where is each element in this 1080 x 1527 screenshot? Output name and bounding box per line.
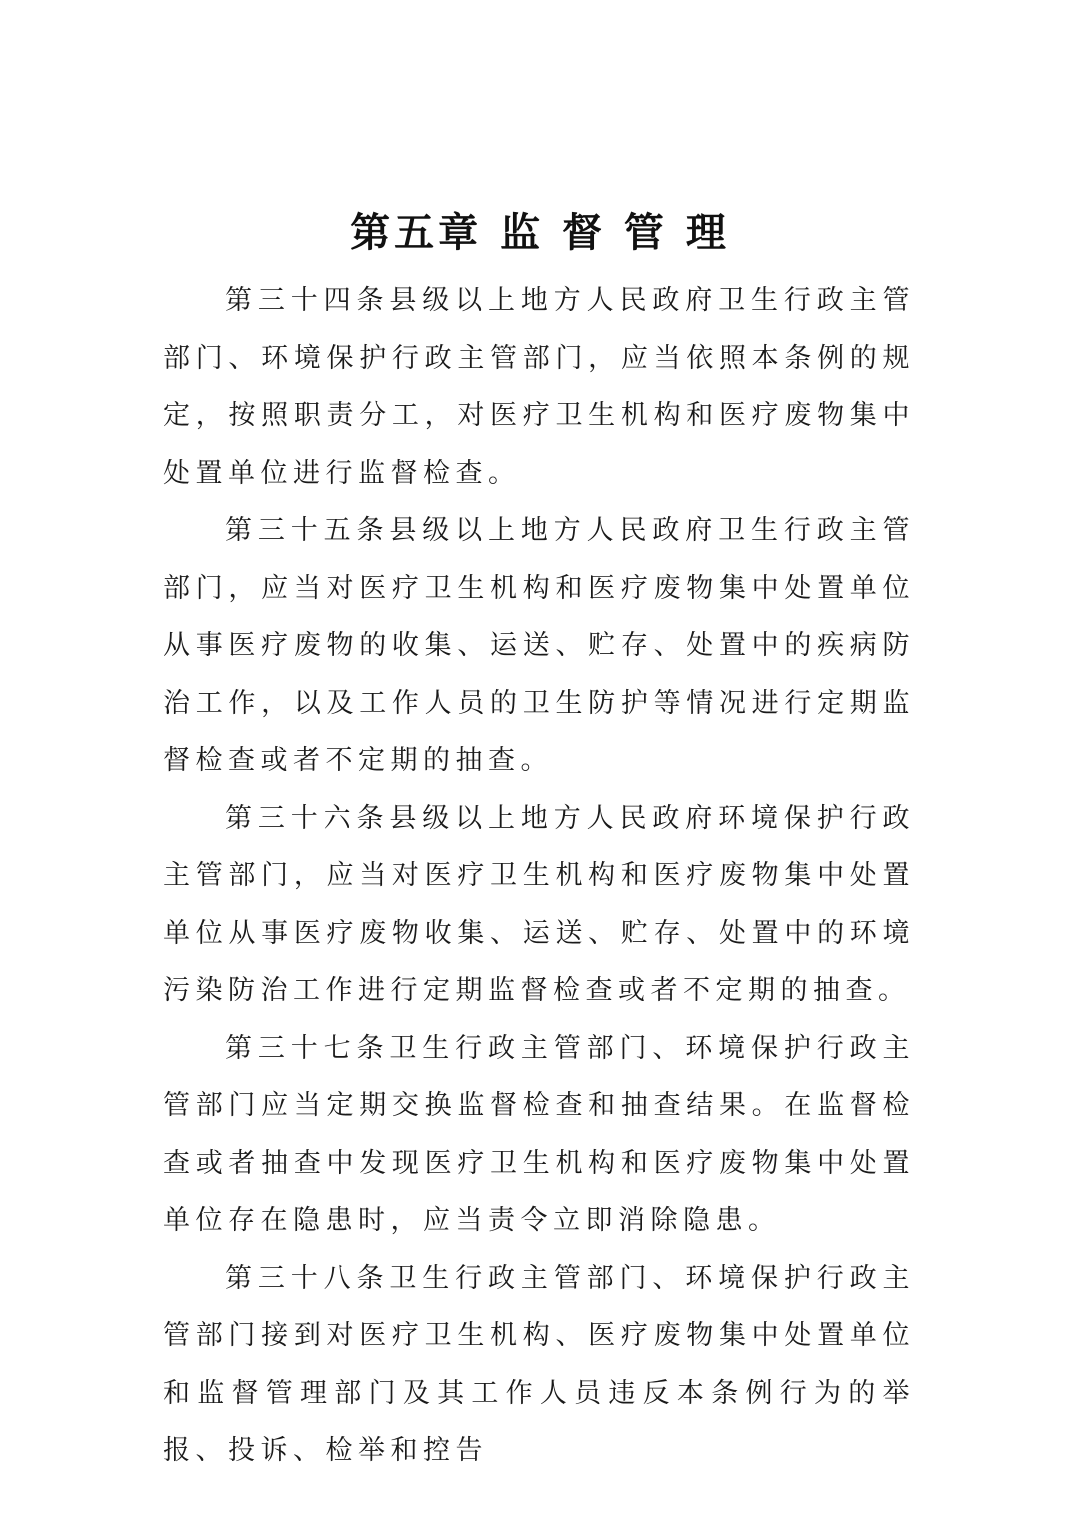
- article-38: 第三十八条卫生行政主管部门、环境保护行政主管部门接到对医疗卫生机构、医疗废物集中处置单位和监督管理部门及其工作人员违反本条例行为的举报、投诉、检举和控告: [163, 1262, 915, 1466]
- article-36: 第三十六条县级以上地方人民政府环境保护行政主管部门，应当对医疗卫生机构和医疗废物集中处置单位从事医疗废物收集、运送、贮存、处置中的环境污染防治工作进行定期监督检查或者不定期的抽查。: [163, 802, 915, 1006]
- article-34: 第三十四条县级以上地方人民政府卫生行政主管部门、环境保护行政主管部门，应当依照本条例的规定，按照职责分工，对医疗卫生机构和医疗废物集中处置单位进行监督检查。: [163, 285, 915, 489]
- chapter-title: 第五章 监 督 管 理: [350, 210, 730, 256]
- article-list: [163, 272, 915, 1480]
- article-35: 第三十五条县级以上地方人民政府卫生行政主管部门，应当对医疗卫生机构和医疗废物集中处置单位从事医疗废物的收集、运送、贮存、处置中的疾病防治工作，以及工作人员的卫生防护等情况进行定期监督检查或者不定期的抽查。: [163, 515, 915, 776]
- article-37: 第三十七条卫生行政主管部门、环境保护行政主管部门应当定期交换监督检查和抽查结果。在监督检查或者抽查中发现医疗卫生机构和医疗废物集中处置单位存在隐患时，应当责令立即消除隐患。: [163, 1032, 915, 1236]
